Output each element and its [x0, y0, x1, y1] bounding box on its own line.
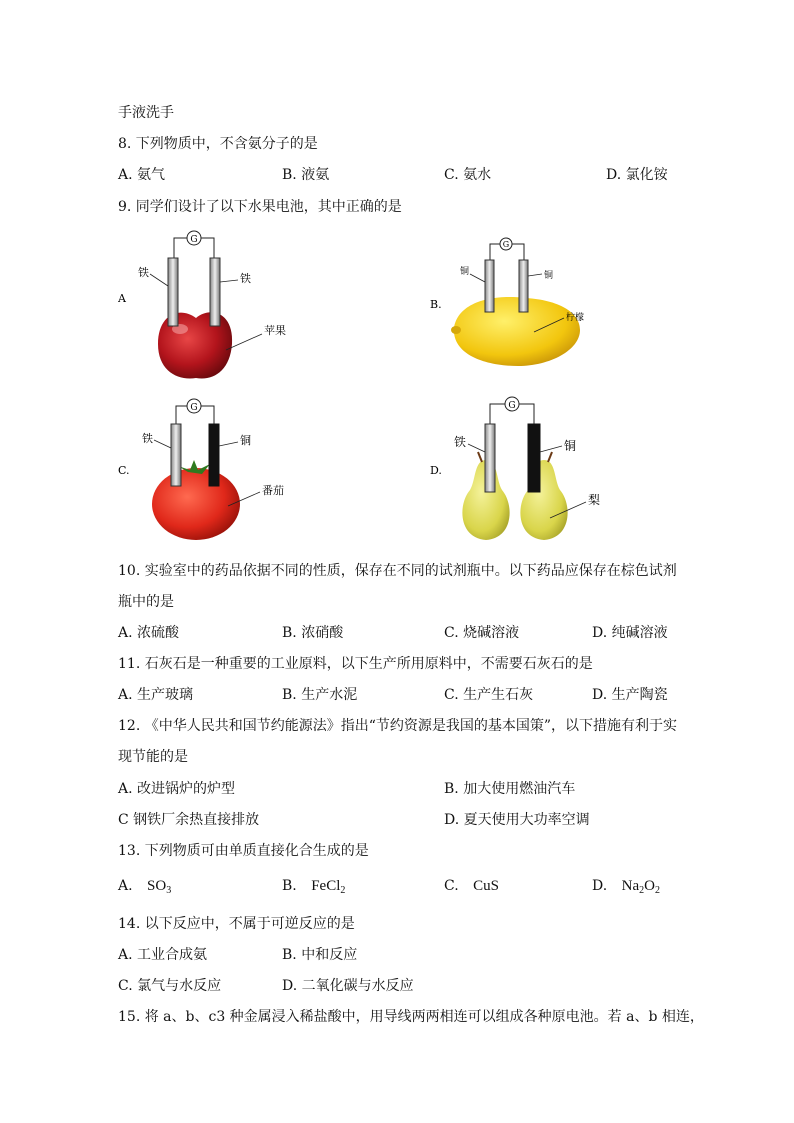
svg-text:铜: 铜 — [564, 439, 577, 453]
svg-text:铁: 铁 — [138, 266, 149, 279]
q12-option-b: B. 加大使用燃油汽车 — [444, 781, 576, 797]
svg-text:C.: C. — [118, 464, 130, 477]
q10-option-c: C. 烧碱溶液 — [444, 625, 520, 641]
q11-option-d: D. 生产陶瓷 — [592, 687, 668, 703]
q13-option-b — [282, 877, 345, 900]
galvanometer-icon — [176, 399, 214, 426]
q13-option-a — [118, 877, 171, 900]
svg-text:G: G — [190, 235, 198, 245]
q10-option-d: D. 纯碱溶液 — [592, 625, 668, 641]
q14-option-b: B. 中和反应 — [282, 947, 358, 963]
q8-option-d: D. 氯化铵 — [606, 167, 668, 183]
copper-electrode — [209, 424, 219, 486]
svg-text:铁: 铁 — [240, 272, 251, 285]
q10-stem-line2: 瓶中的是 — [118, 594, 174, 610]
q15-stem: 15. 将 a、b、c3 种金属浸入稀盐酸中，用导线两两相连可以组成各种原电池。若 a、b 相连， — [118, 1009, 704, 1025]
q13-option-d — [592, 877, 660, 900]
q12-option-a: A. 改进锅炉的炉型 — [118, 781, 236, 797]
q8-option-b: B. 液氨 — [282, 167, 330, 183]
galvanometer-icon — [174, 231, 214, 260]
svg-text:柠檬: 柠檬 — [566, 313, 585, 323]
q14-stem: 14. 以下反应中，不属于可逆反应的是 — [118, 916, 355, 932]
q10-option-b: B. 浓硝酸 — [282, 625, 344, 641]
q13-option-d-formula: $Na_2O_2$ — [621, 878, 660, 896]
q8-option-c: C. 氨水 — [444, 167, 492, 183]
svg-text:G: G — [502, 240, 510, 249]
q13-option-b-letter: B. — [282, 878, 297, 894]
q12-stem-line1: 12. 《中华人民共和国节约能源法》指出“节约资源是我国的基本国策”，以下措施有利于实 — [118, 718, 678, 734]
q11-option-a: A. 生产玻璃 — [118, 687, 194, 703]
q13-option-c-letter: C. — [444, 878, 459, 894]
q8-option-a: A. 氨气 — [118, 167, 166, 183]
svg-text:B.: B. — [430, 298, 442, 311]
svg-text:番茄: 番茄 — [262, 484, 284, 497]
q10-stem-line1: 10. 实验室中的药品依据不同的性质，保存在不同的试剂瓶中。以下药品应保存在棕色试剂 — [118, 563, 677, 579]
svg-text:G: G — [190, 403, 198, 413]
q14-option-c: C. 氯气与水反应 — [118, 978, 222, 994]
svg-text:铜: 铜 — [460, 267, 470, 277]
q12-option-d: D. 夏天使用大功率空调 — [444, 812, 590, 828]
svg-text:铜: 铜 — [544, 271, 554, 281]
svg-text:D.: D. — [430, 464, 442, 477]
svg-text:A: A — [118, 292, 126, 305]
q13-option-a-letter: A. — [118, 878, 133, 894]
copper-electrode — [528, 424, 540, 492]
figure-b-lemon-battery — [430, 232, 630, 372]
q13-option-c — [444, 877, 499, 895]
q10-option-a: A. 浓硫酸 — [118, 625, 180, 641]
galvanometer-icon — [490, 238, 524, 262]
figure-a-apple-battery — [118, 226, 318, 386]
svg-text:铜: 铜 — [240, 434, 251, 447]
q14-option-d: D. 二氧化碳与水反应 — [282, 978, 414, 994]
figure-c-tomato-battery — [118, 394, 318, 544]
q8-stem: 8. 下列物质中，不含氨分子的是 — [118, 136, 318, 152]
q9-stem: 9. 同学们设计了以下水果电池，其中正确的是 — [118, 199, 402, 215]
q12-stem-line2: 现节能的是 — [118, 749, 188, 765]
q12-option-c: C 钢铁厂余热直接排放 — [118, 812, 260, 828]
svg-text:铁: 铁 — [142, 432, 153, 445]
iron-electrode-right — [210, 258, 220, 326]
q11-option-b: B. 生产水泥 — [282, 687, 358, 703]
q13-option-a-formula: $SO_3$ — [147, 878, 172, 896]
q14-option-a: A. 工业合成氨 — [118, 947, 208, 963]
figure-d-pear-battery — [430, 394, 630, 544]
q11-stem: 11. 石灰石是一种重要的工业原料，以下生产所用原料中，不需要石灰石的是 — [118, 656, 593, 672]
svg-text:G: G — [508, 401, 516, 411]
svg-text:苹果: 苹果 — [264, 324, 286, 337]
q13-option-c-formula: CuS — [473, 878, 499, 894]
q11-option-c: C. 生产生石灰 — [444, 687, 534, 703]
q13-stem: 13. 下列物质可由单质直接化合生成的是 — [118, 843, 369, 859]
top-line: 手液洗手 — [118, 105, 174, 121]
iron-electrode-left — [168, 258, 178, 326]
svg-text:梨: 梨 — [588, 493, 601, 507]
q13-option-d-letter: D. — [592, 878, 608, 894]
q13-option-b-formula: FeCl$_2$ — [311, 878, 346, 896]
galvanometer-icon — [490, 397, 534, 426]
svg-text:铁: 铁 — [454, 435, 467, 449]
